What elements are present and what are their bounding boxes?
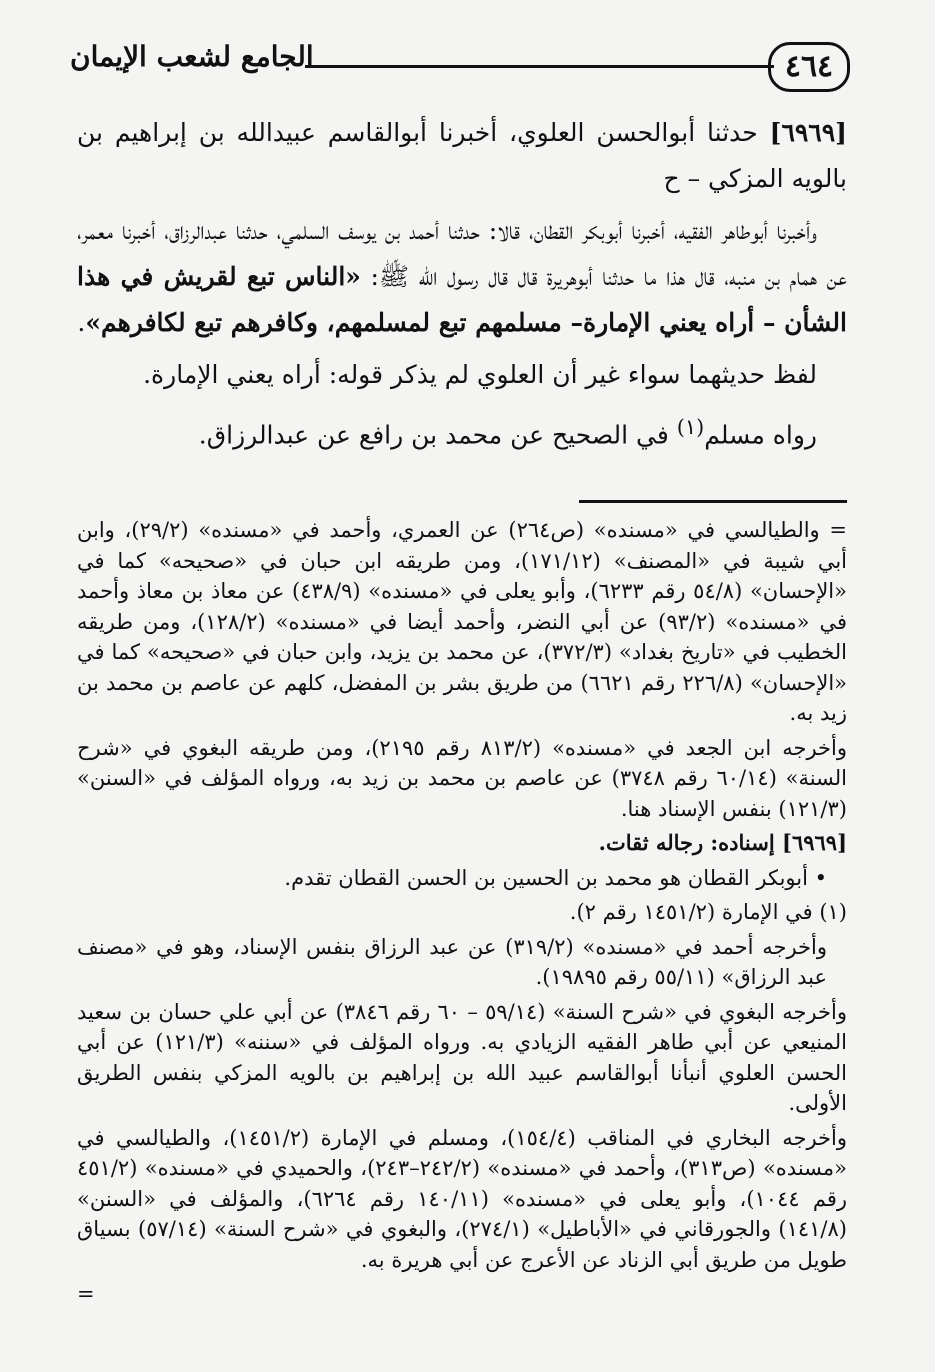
header-rule xyxy=(305,65,774,68)
chain-text: وأخبرنا أبوطاهر الفقيه، أخبرنا أبوبكر القطان، قالا: حدثنا أحمد بن يوسف السلمي، حدثنا عبدالرزاق، أخبرنا معمر، عن همام بن منبه، قال هذا ما حدثنا أبوهريرة قال قال رسول الله ﷺ: xyxy=(77,216,847,291)
period: . xyxy=(77,308,86,337)
footnote-ref: (١) xyxy=(676,415,705,439)
source-note xyxy=(77,404,847,458)
main-text xyxy=(77,110,847,464)
footnote-divider xyxy=(579,500,847,503)
hadith-paragraph xyxy=(77,110,847,202)
footnote-para: وأخرجه البغوي في «شرح السنة» (٥٩/١٤ – ٦٠ رقم ٣٨٤٦) عن أبي علي حسان بن سعيد المنيعي عن أبي طاهر الفقيه الزيادي به. ورواه المؤلف في «سننه» (١٢١/٣) عن أبي الحسن العلوي أنبأنا أبوالقاسم عبيد الله بن إبراهيم بن بالويه المزكي بنفس الطريق الأولى. xyxy=(77,999,847,1115)
hadith-quote: «الناس تبع لقريش في هذا الشأن – أراه يعني الإمارة– مسلمهم تبع لمسلمهم، وكافرهم تبع لكافرهم» xyxy=(77,262,847,337)
footnote-para: وأخرجه ابن الجعد في «مسنده» (٨١٣/٢ رقم ٢١٩٥)، ومن طريقه البغوي في «شرح السنة» (٦٠/١٤ رقم ٣٧٤٨) عن عاصم بن محمد بن زيد به، ورواه المؤلف في «السنن» (١٢١/٣) بنفس الإسناد هنا. xyxy=(77,735,848,821)
footnote-para: وأخرجه أحمد في «مسنده» (٣١٩/٢) عن عبد الرزاق بنفس الإسناد، وهو في «مصنف عبد الرزاق» (٥٥/١١ رقم ١٩٨٩٥). xyxy=(77,934,827,989)
isnad-text: حدثنا أبوالحسن العلوي، أخبرنا أبوالقاسم عبيدالله بن إبراهيم بن بالويه المزكي – ح xyxy=(77,118,847,193)
footnote-para: وأخرجه البخاري في المناقب (١٥٤/٤)، ومسلم في الإمارة (١٤٥١/٢)، والطيالسي في «مسنده» (ص٣١٣)، وأحمد في «مسنده» (٢٤٢/٢–٢٤٣)، والحميدي في «مسنده» (٤٥١/٢ رقم ١٠٤٤)، وأبو يعلى في «مسنده» (١٤٠/١١ رقم ٦٢٦٤)، والمؤلف في «السنن» (١٤١/٨) والجورقاني في «الأباطيل» (٢٧٤/١)، والبغوي في «شرح السنة» (٥٧/١٤) بسياق طويل من طريق أبي الزناد عن الأعرج عن أبي هريرة به. xyxy=(77,1125,848,1272)
page-number: ٤٦٤ xyxy=(768,42,850,92)
footnote-para: • أبوبكر القطان هو محمد بن الحسين بن الحسن القطان تقدم. xyxy=(284,865,827,890)
footnote-para: (١) في الإمارة (١٤٥١/٢ رقم ٢). xyxy=(569,900,847,924)
hadith-number: [٦٩٦٩] xyxy=(769,118,847,147)
matn-paragraph xyxy=(77,208,847,346)
continuation-mark: = xyxy=(77,1282,95,1306)
footnote-para: = والطيالسي في «مسنده» (ص٢٦٤) عن العمري، وأحمد في «مسنده» (٢٩/٢)، وابن أبي شيبة في «المصنف» (١٧١/١٢)، ومن طريقه ابن حبان في «صحيحه» كما في «الإحسان» (٥٤/٨ رقم ٦٢٣٣)، وأبو يعلى في «مسنده» (٤٣٨/٩) عن معاذ بن معاذ وأحمد في «مسنده» (٩٣/٢) عن أبي النضر، وأحمد أيضا في «مسنده» (١٢٨/٢)، ومن طريقه الخطيب في «تاريخ بغداد» (٣٧٢/٣)، عن محمد بن يزيد، وابن حبان في «صحيحه» كما في «الإحسان» (٢٢٦/٨ رقم ٦٦٢١) من طريق بشر بن المفضل، كلهم عن عاصم بن محمد بن زيد به. xyxy=(77,518,848,725)
source-text-rest: في الصحيح عن محمد بن رافع عن عبدالرزاق. xyxy=(198,420,677,450)
page-header xyxy=(60,40,860,100)
running-title: الجامع لشعب الإيمان xyxy=(70,40,314,73)
source-text: رواه مسلم xyxy=(704,420,817,450)
footnotes xyxy=(77,515,847,1314)
wording-note: لفظ حديثهما سواء غير أن العلوي لم يذكر قوله: أراه يعني الإمارة. xyxy=(143,360,817,389)
footnote-para: [٦٩٦٩] إسناده: رجاله ثقات. xyxy=(598,830,847,855)
